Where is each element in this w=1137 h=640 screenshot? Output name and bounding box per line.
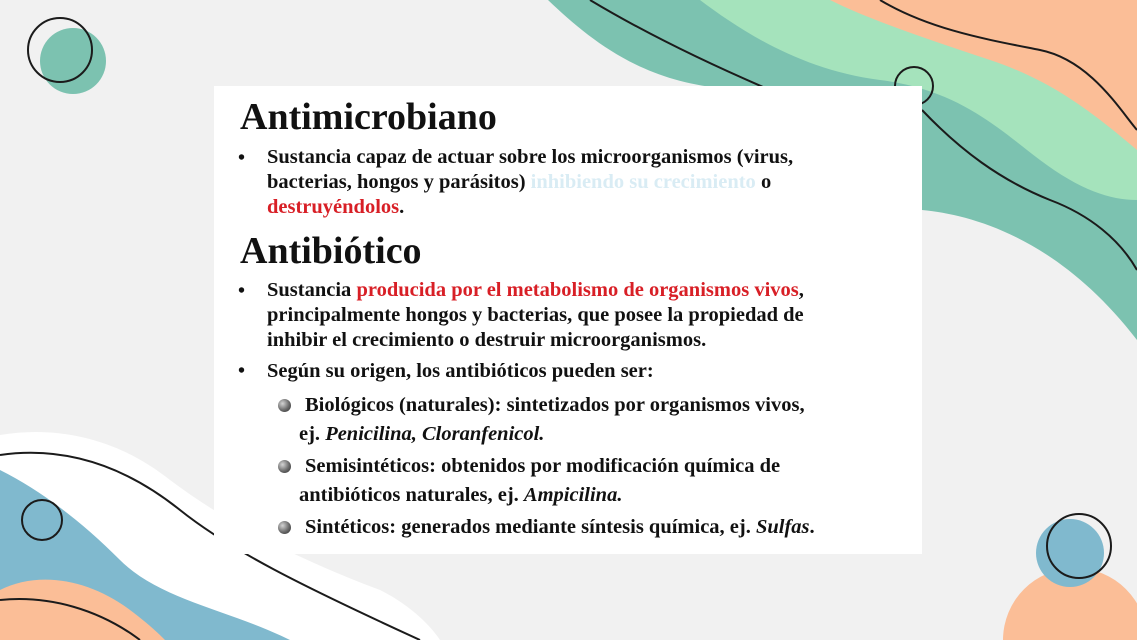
sphere-bullet-icon [278, 521, 291, 534]
type-biologicos: Biológicos (naturales): sintetizados por organismos vivos, ej. Penicilina, Cloranfenicol. [299, 394, 805, 445]
heading-antimicrobiano: Antimicrobiano [240, 96, 497, 138]
antibiotico-definition: Sustancia producida por el metabolismo de organismos vivos, principalmente hongos y bacterias, que posee la propiedad de inhibir el crecimiento o destruir microorganismos. [267, 279, 804, 351]
antimicrobiano-definition: Sustancia capaz de actuar sobre los microorganismos (virus, bacterias, hongos y parásitos) inhibiendo su crecimiento o destruyéndolos. [267, 146, 794, 218]
bullet-icon: • [238, 280, 246, 302]
origin-intro: Según su origen, los antibióticos pueden ser: [267, 360, 654, 382]
bullet-icon: • [238, 360, 246, 382]
slide-content-card [214, 86, 922, 554]
heading-antibiotico: Antibiótico [240, 230, 422, 272]
bullet-icon: • [238, 147, 246, 169]
type-semisinteticos: Semisintéticos: obtenidos por modificación química de antibióticos naturales, ej. Ampicilina. [299, 455, 781, 506]
teal-circle [40, 28, 106, 94]
sphere-bullet-icon [278, 460, 291, 473]
sphere-bullet-icon [278, 399, 291, 412]
type-sinteticos: Sintéticos: generados mediante síntesis química, ej. Sulfas. [305, 516, 815, 538]
